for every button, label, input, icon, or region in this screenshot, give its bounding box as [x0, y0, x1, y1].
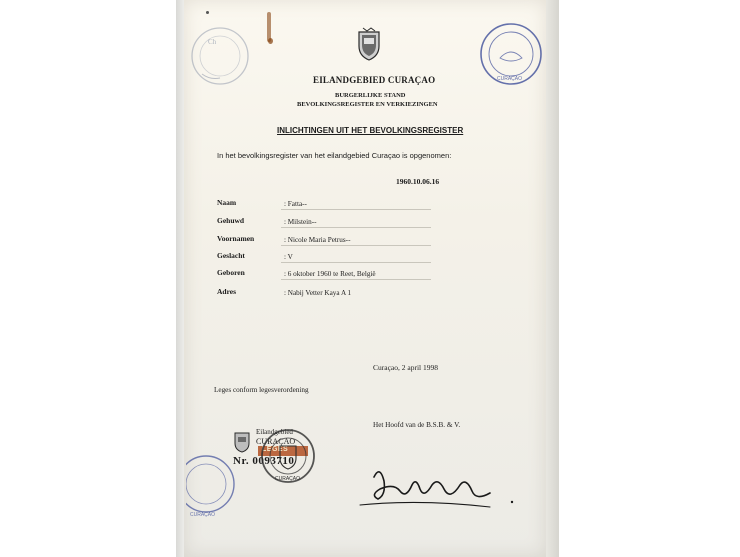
field-label-adres: Adres [217, 287, 237, 296]
field-rule [281, 262, 431, 263]
field-label-naam: Naam [217, 198, 237, 207]
field-label-geslacht: Geslacht [217, 251, 245, 260]
handwritten-signature [340, 455, 520, 525]
seal-text: CURAÇAO [190, 512, 216, 518]
seal-text: CURAÇAO [497, 76, 523, 82]
faded-seal-top-left [190, 14, 254, 96]
leges-note: Leges conform legesverordening [214, 386, 309, 394]
field-label-geboren: Geboren [217, 268, 245, 277]
seal-bottom-left [186, 446, 236, 522]
field-label-voornamen: Voornamen [217, 234, 255, 243]
field-value-naam: : Fatta-- [284, 200, 307, 208]
field-value-geslacht: : V [284, 253, 293, 261]
signatory-title: Het Hoofd van de B.S.B. & V. [373, 421, 461, 429]
official-seal-top-right [478, 18, 544, 90]
place-and-date: Curaçao, 2 april 1998 [373, 363, 438, 372]
department-line: BURGERLIJKE STAND [335, 92, 406, 99]
seal-text: Ch [208, 38, 217, 46]
field-rule [281, 245, 431, 246]
intro-text: In het bevolkingsregister van het eilandgebied Curaçao is opgenomen: [217, 151, 452, 160]
rust-stain [268, 38, 273, 44]
authority-title: EILANDGEBIED CURAÇAO [313, 75, 436, 85]
department-line: BEVOLKINGSREGISTER EN VERKIEZINGEN [297, 101, 438, 108]
field-value-geboren: : 6 oktober 1960 te Reet, België [284, 270, 376, 278]
field-rule [281, 209, 431, 210]
seal-bottom-center [258, 428, 318, 484]
seal-text: CURAÇAO [275, 476, 301, 482]
registration-code: 1960.10.06.16 [396, 177, 440, 186]
coat-of-arms-icon [355, 26, 383, 62]
field-rule [281, 227, 431, 228]
paper-edge-right [545, 0, 559, 557]
fee-number: Nr. 0093710 [233, 455, 295, 467]
fee-stamp-line1: Eilandgebied [256, 428, 293, 436]
field-value-adres: : Nabij Vetter Kaya A 1 [284, 289, 352, 297]
field-label-gehuwd: Gehuwd [217, 216, 245, 225]
field-value-voornamen: : Nicole Maria Petrus-- [284, 236, 351, 244]
fee-stamp-line2: CURAÇAO [256, 437, 296, 446]
field-rule [281, 279, 431, 280]
tax-stamp-label: LEGES [262, 446, 289, 453]
document-heading: INLICHTINGEN UIT HET BEVOLKINGSREGISTER [277, 126, 464, 135]
field-value-gehuwd: : Milstein-- [284, 218, 317, 226]
